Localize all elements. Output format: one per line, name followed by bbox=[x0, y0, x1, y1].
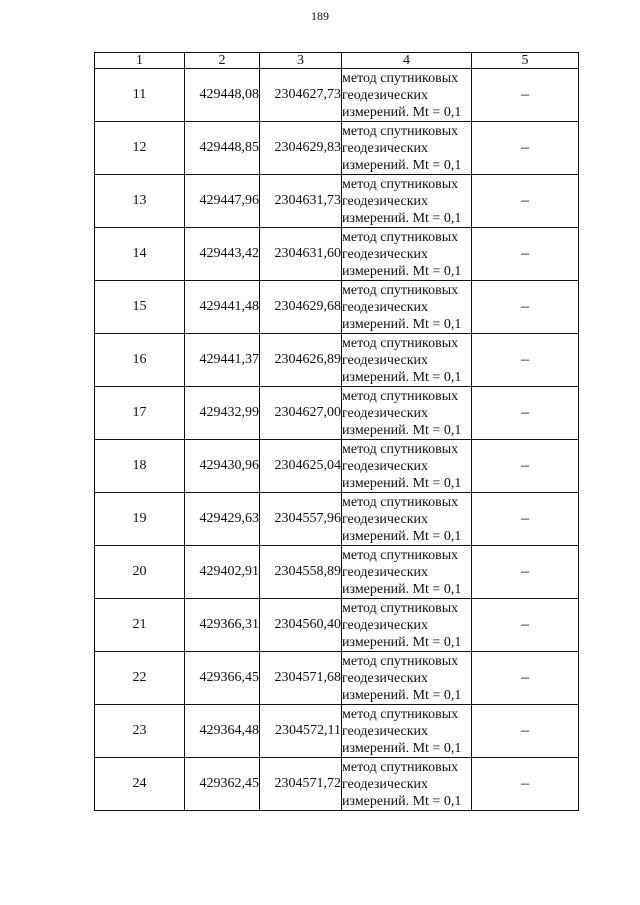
note-cell: – bbox=[472, 705, 579, 758]
measurement-method bbox=[342, 758, 472, 811]
measurement-method bbox=[342, 493, 472, 546]
note-cell: – bbox=[472, 599, 579, 652]
note-cell: – bbox=[472, 758, 579, 811]
table-row bbox=[95, 493, 579, 546]
table-row bbox=[95, 228, 579, 281]
coordinate-y: 2304629,68 bbox=[260, 281, 342, 334]
method-line: геодезических bbox=[342, 776, 429, 792]
coordinate-x: 429448,08 bbox=[185, 69, 260, 122]
measurement-method bbox=[342, 69, 472, 122]
point-number: 21 bbox=[95, 599, 185, 652]
note-cell: – bbox=[472, 175, 579, 228]
point-number: 16 bbox=[95, 334, 185, 387]
table-row bbox=[95, 652, 579, 705]
table-row bbox=[95, 334, 579, 387]
method-line: метод спутниковых bbox=[342, 494, 459, 510]
method-line: измерений. Mt = 0,1 bbox=[342, 210, 462, 226]
method-line: геодезических bbox=[342, 140, 429, 156]
method-line: измерений. Mt = 0,1 bbox=[342, 263, 462, 279]
coordinate-y: 2304627,73 bbox=[260, 69, 342, 122]
method-line: измерений. Mt = 0,1 bbox=[342, 634, 462, 650]
note-cell: – bbox=[472, 440, 579, 493]
method-line: геодезических bbox=[342, 352, 429, 368]
method-line: геодезических bbox=[342, 193, 429, 209]
measurement-method bbox=[342, 175, 472, 228]
method-line: измерений. Mt = 0,1 bbox=[342, 687, 462, 703]
coordinate-x: 429432,99 bbox=[185, 387, 260, 440]
table-row bbox=[95, 122, 579, 175]
method-line: измерений. Mt = 0,1 bbox=[342, 793, 462, 809]
method-line: метод спутниковых bbox=[342, 759, 459, 775]
point-number: 20 bbox=[95, 546, 185, 599]
coordinate-y: 2304631,60 bbox=[260, 228, 342, 281]
coordinate-x: 429402,91 bbox=[185, 546, 260, 599]
point-number: 14 bbox=[95, 228, 185, 281]
method-line: метод спутниковых bbox=[342, 70, 459, 86]
page-number: 189 bbox=[311, 9, 329, 23]
point-number: 19 bbox=[95, 493, 185, 546]
note-cell: – bbox=[472, 546, 579, 599]
point-number: 17 bbox=[95, 387, 185, 440]
method-line: геодезических bbox=[342, 564, 429, 580]
method-line: геодезических bbox=[342, 617, 429, 633]
table-row bbox=[95, 281, 579, 334]
point-number: 13 bbox=[95, 175, 185, 228]
method-line: метод спутниковых bbox=[342, 335, 459, 351]
coordinate-x: 429441,37 bbox=[185, 334, 260, 387]
method-line: измерений. Mt = 0,1 bbox=[342, 157, 462, 173]
method-line: измерений. Mt = 0,1 bbox=[342, 104, 462, 120]
method-line: измерений. Mt = 0,1 bbox=[342, 316, 462, 332]
coordinate-y: 2304629,83 bbox=[260, 122, 342, 175]
note-cell: – bbox=[472, 281, 579, 334]
table-row bbox=[95, 599, 579, 652]
method-line: метод спутниковых bbox=[342, 123, 459, 139]
method-line: метод спутниковых bbox=[342, 600, 459, 616]
coordinate-x: 429364,48 bbox=[185, 705, 260, 758]
method-line: геодезических bbox=[342, 246, 429, 262]
coordinate-y: 2304571,72 bbox=[260, 758, 342, 811]
measurement-method bbox=[342, 334, 472, 387]
method-line: измерений. Mt = 0,1 bbox=[342, 475, 462, 491]
coordinate-y: 2304571,68 bbox=[260, 652, 342, 705]
coordinate-y: 2304560,40 bbox=[260, 599, 342, 652]
table-row bbox=[95, 758, 579, 811]
point-number: 11 bbox=[95, 69, 185, 122]
point-number: 22 bbox=[95, 652, 185, 705]
coordinate-x: 429443,42 bbox=[185, 228, 260, 281]
method-line: метод спутниковых bbox=[342, 547, 459, 563]
measurement-method bbox=[342, 122, 472, 175]
point-number: 23 bbox=[95, 705, 185, 758]
method-line: геодезических bbox=[342, 87, 429, 103]
method-line: метод спутниковых bbox=[342, 176, 459, 192]
method-line: метод спутниковых bbox=[342, 441, 459, 457]
measurement-method bbox=[342, 652, 472, 705]
note-cell: – bbox=[472, 69, 579, 122]
table-row bbox=[95, 546, 579, 599]
coordinate-y: 2304572,11 bbox=[260, 705, 342, 758]
method-line: метод спутниковых bbox=[342, 706, 459, 722]
method-line: метод спутниковых bbox=[342, 653, 459, 669]
note-cell: – bbox=[472, 122, 579, 175]
coordinate-x: 429429,63 bbox=[185, 493, 260, 546]
method-line: геодезических bbox=[342, 723, 429, 739]
measurement-method bbox=[342, 387, 472, 440]
table-header-row bbox=[95, 53, 579, 69]
point-number: 18 bbox=[95, 440, 185, 493]
coordinate-y: 2304558,89 bbox=[260, 546, 342, 599]
note-cell: – bbox=[472, 228, 579, 281]
measurement-method bbox=[342, 281, 472, 334]
table-row bbox=[95, 175, 579, 228]
column-header: 3 bbox=[260, 53, 342, 69]
method-line: геодезических bbox=[342, 670, 429, 686]
point-number: 12 bbox=[95, 122, 185, 175]
column-header: 2 bbox=[185, 53, 260, 69]
table-row bbox=[95, 440, 579, 493]
method-line: измерений. Mt = 0,1 bbox=[342, 581, 462, 597]
method-line: геодезических bbox=[342, 511, 429, 527]
note-cell: – bbox=[472, 652, 579, 705]
coordinate-x: 429362,45 bbox=[185, 758, 260, 811]
coordinate-y: 2304631,73 bbox=[260, 175, 342, 228]
table-row bbox=[95, 69, 579, 122]
table-row bbox=[95, 705, 579, 758]
point-number: 24 bbox=[95, 758, 185, 811]
method-line: измерений. Mt = 0,1 bbox=[342, 422, 462, 438]
coordinate-x: 429366,45 bbox=[185, 652, 260, 705]
coordinate-x: 429430,96 bbox=[185, 440, 260, 493]
coordinate-x: 429366,31 bbox=[185, 599, 260, 652]
method-line: метод спутниковых bbox=[342, 282, 459, 298]
method-line: геодезических bbox=[342, 405, 429, 421]
method-line: измерений. Mt = 0,1 bbox=[342, 740, 462, 756]
method-line: измерений. Mt = 0,1 bbox=[342, 369, 462, 385]
measurement-method bbox=[342, 599, 472, 652]
point-number: 15 bbox=[95, 281, 185, 334]
note-cell: – bbox=[472, 387, 579, 440]
column-header: 5 bbox=[472, 53, 579, 69]
measurement-method bbox=[342, 228, 472, 281]
table-row bbox=[95, 387, 579, 440]
method-line: геодезических bbox=[342, 458, 429, 474]
method-line: метод спутниковых bbox=[342, 388, 459, 404]
coordinate-x: 429448,85 bbox=[185, 122, 260, 175]
coordinate-y: 2304625,04 bbox=[260, 440, 342, 493]
coordinate-x: 429441,48 bbox=[185, 281, 260, 334]
measurement-method bbox=[342, 546, 472, 599]
measurement-method bbox=[342, 705, 472, 758]
coordinate-y: 2304626,89 bbox=[260, 334, 342, 387]
method-line: измерений. Mt = 0,1 bbox=[342, 528, 462, 544]
column-header: 4 bbox=[342, 53, 472, 69]
method-line: метод спутниковых bbox=[342, 229, 459, 245]
note-cell: – bbox=[472, 493, 579, 546]
column-header: 1 bbox=[95, 53, 185, 69]
coordinate-y: 2304627,00 bbox=[260, 387, 342, 440]
measurement-method bbox=[342, 440, 472, 493]
coordinate-y: 2304557,96 bbox=[260, 493, 342, 546]
coordinates-table bbox=[94, 52, 579, 811]
coordinate-x: 429447,96 bbox=[185, 175, 260, 228]
method-line: геодезических bbox=[342, 299, 429, 315]
note-cell: – bbox=[472, 334, 579, 387]
